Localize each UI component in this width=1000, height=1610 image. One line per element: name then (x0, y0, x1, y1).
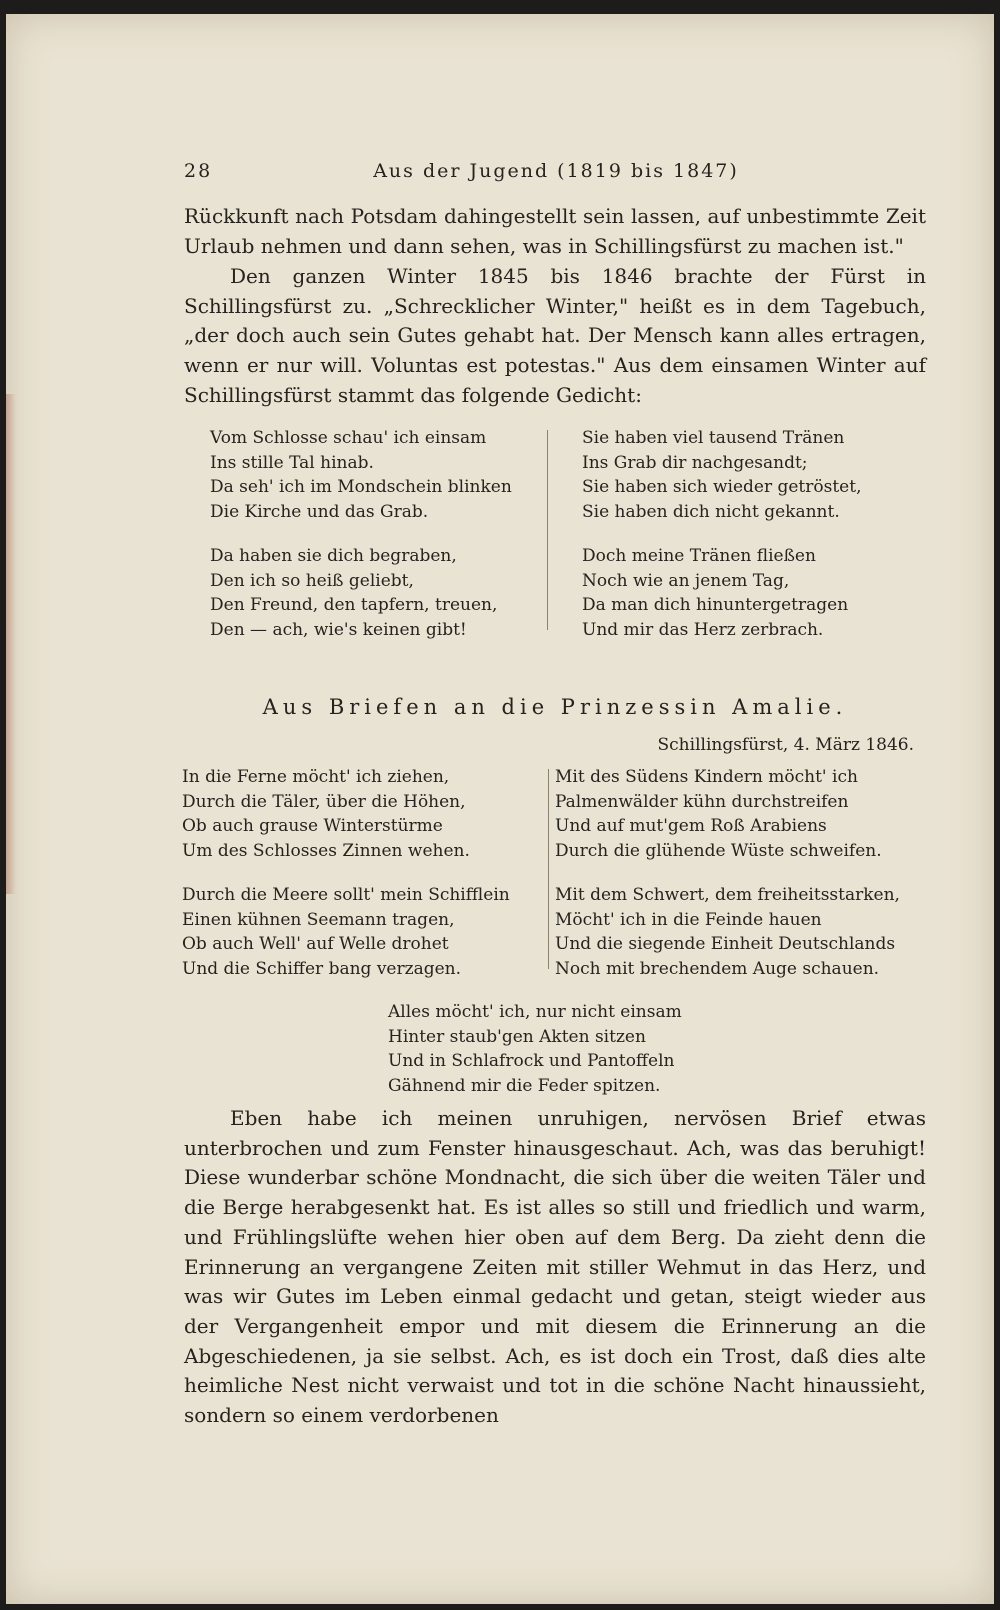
poem1-left-column (210, 426, 512, 642)
verse-line: In die Ferne möcht' ich ziehen, (182, 767, 450, 787)
verse-line: Palmenwälder kühn durchstreifen (555, 791, 849, 812)
poem2-closing-stanza (388, 1000, 682, 1098)
poem2-right-column (555, 765, 900, 981)
poem2-right-stanza-1 (555, 765, 900, 863)
verse-line: Da man dich hinuntergetragen (582, 595, 849, 615)
poem1-right-stanza-2 (582, 544, 861, 642)
book-page (6, 14, 994, 1604)
verse-line: Alles möcht' ich, nur nicht einsam (388, 1002, 682, 1022)
section-heading: Aus Briefen an die Prinzessin Amalie. (262, 695, 848, 719)
verse-line: Ins Grab dir nachgesandt; (582, 452, 808, 473)
verse-line: Sie haben dich nicht gekannt. (582, 501, 840, 522)
poem1-right-stanza-1 (582, 426, 861, 524)
running-head (184, 154, 928, 186)
poem2-left-stanza-2 (182, 883, 510, 981)
verse-line: Und die Schiffer bang verzagen. (182, 958, 461, 979)
verse-line: Den Freund, den tapfern, treuen, (210, 595, 498, 615)
running-title: Aus der Jugend (1819 bis 1847) (373, 160, 739, 182)
verse-line: Und auf mut'gem Roß Arabiens (555, 816, 827, 836)
verse-line: Den — ach, wie's keinen gibt! (210, 619, 467, 640)
column-divider (548, 769, 549, 969)
page-edge-stain (6, 394, 16, 894)
intro-paragraph-2: Den ganzen Winter 1845 bis 1846 brachte der Fürst in Schillingsfürst zu. „Schrecklicher Winter," heißt es in dem Tagebuch, „der doch auch sein Gutes gehabt hat. Der Mensch kann alles ertragen, wenn er nur will. Voluntas est potestas." Aus dem einsamen Winter auf Schillingsfürst stammt das folgende Gedicht: (184, 264, 926, 407)
verse-line: Ins stille Tal hinab. (210, 452, 374, 473)
column-divider (547, 430, 548, 630)
verse-line: Hinter staub'gen Akten sitzen (388, 1026, 646, 1047)
poem2-right-stanza-2 (555, 883, 900, 981)
verse-line: Sie haben viel tausend Tränen (582, 428, 845, 448)
verse-line: Gähnend mir die Feder spitzen. (388, 1075, 661, 1096)
verse-line: Ob auch Well' auf Welle drohet (182, 934, 449, 954)
verse-line: Die Kirche und das Grab. (210, 501, 429, 522)
poem1-left-stanza-2 (210, 544, 512, 642)
intro-paragraph-1: Rückkunft nach Potsdam dahingestellt sein lassen, auf unbestimmte Zeit Urlaub nehmen und dann sehen, was in Schillingsfürst zu machen ist." (184, 204, 926, 258)
verse-line: Durch die glühende Wüste schweifen. (555, 840, 882, 861)
page-number: 28 (184, 160, 213, 182)
verse-line: Und die siegende Einheit Deutschlands (555, 934, 896, 954)
verse-line: Noch mit brechendem Auge schauen. (555, 958, 880, 979)
letter-dateline: Schillingsfürst, 4. März 1846. (657, 735, 914, 755)
poem1-left-stanza-1 (210, 426, 512, 524)
closing-paragraph: Eben habe ich meinen unruhigen, nervösen Brief etwas unterbrochen und zum Fenster hinausgeschaut. Ach, was das beruhigt! Diese wunderbar schöne Mondnacht, die sich über die weiten Täler und die Berge herabgesenkt hat. Es ist alles so still und friedlich und warm, und Frühlingslüfte wehen hier oben auf dem Berg. Da zieht denn die Erinnerung an vergangene Zeiten mit stiller Wehmut in das Herz, und was wir Gutes im Leben einmal gedacht und getan, steigt wieder aus der Vergangenheit empor und mit diesem die Erinnerung an die Abgeschiedenen, ja sie selbst. Ach, es ist doch ein Trost, daß dies alte heimliche Nest nicht verwaist und tot in die schöne Nacht hinaussieht, sondern so einem verdorbenen (184, 1106, 926, 1428)
verse-line: Einen kühnen Seemann tragen, (182, 909, 455, 930)
verse-line: Ob auch grause Winterstürme (182, 816, 443, 836)
verse-line: Noch wie an jenem Tag, (582, 570, 790, 591)
verse-line: Den ich so heiß geliebt, (210, 570, 414, 591)
verse-line: Sie haben sich wieder getröstet, (582, 477, 862, 497)
verse-line: Möcht' ich in die Feinde hauen (555, 909, 822, 930)
verse-line: Da haben sie dich begraben, (210, 546, 457, 566)
verse-line: Da seh' ich im Mondschein blinken (210, 477, 512, 497)
verse-line: Und mir das Herz zerbrach. (582, 619, 824, 640)
poem2-left-column (182, 765, 510, 981)
verse-line: Und in Schlafrock und Pantoffeln (388, 1051, 675, 1071)
verse-line: Vom Schlosse schau' ich einsam (210, 428, 487, 448)
verse-line: Durch die Meere sollt' mein Schifflein (182, 885, 510, 905)
verse-line: Doch meine Tränen fließen (582, 546, 816, 566)
verse-line: Mit des Südens Kindern möcht' ich (555, 767, 858, 787)
verse-line: Mit dem Schwert, dem freiheitsstarken, (555, 885, 900, 905)
verse-line: Um des Schlosses Zinnen wehen. (182, 840, 470, 861)
verse-line: Durch die Täler, über die Höhen, (182, 791, 466, 812)
poem2-left-stanza-1 (182, 765, 510, 863)
poem1-right-column (582, 426, 861, 642)
